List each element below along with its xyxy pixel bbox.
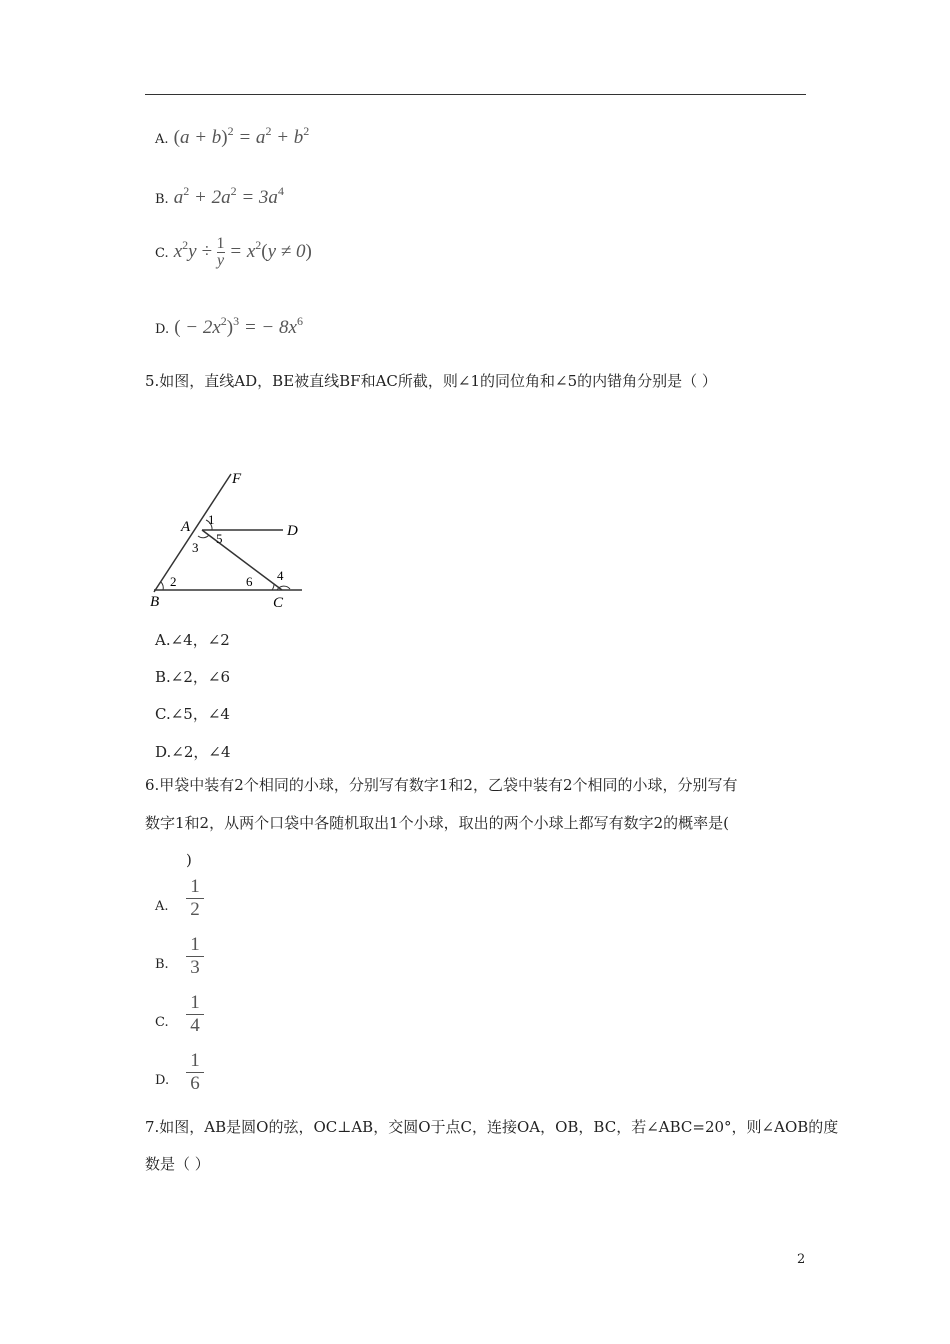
q5-figure — [140, 462, 315, 612]
angle-3-arc — [198, 535, 209, 538]
label-c: C — [273, 595, 284, 611]
header-rule — [145, 94, 806, 95]
q6-option-a-fraction: 1 2 — [186, 877, 204, 920]
q6-option-c-label: C. — [155, 1015, 169, 1030]
angle-6-arc — [272, 584, 274, 590]
line-ac — [202, 530, 282, 590]
label-angle-3: 3 — [192, 540, 199, 555]
q5-option-d: D.∠2，∠4 — [155, 743, 231, 761]
q4-option-b-expr: $a^2 + 2a^2 = 3a^4$ — [173, 184, 284, 208]
q6-line-2: 数字1和2，从两个口袋中各随机取出1个小球，取出的两个小球上都写有数字2的概率是( — [145, 814, 730, 832]
q6-option-d-label: D. — [155, 1073, 170, 1088]
label-angle-6: 6 — [246, 574, 253, 589]
q5-option-c: C.∠5，∠4 — [155, 705, 230, 723]
q6-option-b-label: B. — [155, 957, 169, 972]
q6-option-d-fraction: 1 6 — [186, 1051, 204, 1094]
q6-option-b-fraction: 1 3 — [186, 935, 204, 978]
q6-option-c-fraction: 1 4 — [186, 993, 204, 1036]
label-f: F — [232, 471, 242, 487]
q5-option-b: B.∠2，∠6 — [155, 668, 231, 686]
q4-option-c: C. $x^2y$ ÷ $\frac{1}{y}$ = $x^2(y \ne 0)$ — [155, 235, 312, 269]
q4-option-a: A. $(a + b)^2 = a^2 + b^2$ — [155, 124, 310, 148]
q4-option-b: B. $a^2 + 2a^2 = 3a^4$ — [155, 184, 284, 208]
label-b: B — [150, 594, 160, 610]
label-angle-4: 4 — [277, 568, 284, 583]
label-angle-1: 1 — [208, 512, 215, 527]
label-d: D — [287, 523, 298, 539]
label-a: A — [181, 519, 191, 535]
page-number: 2 — [797, 1252, 806, 1267]
q7-line-2: 数是（ ） — [145, 1155, 210, 1173]
q4-option-a-expr: $(a + b)^2 = a^2 + b^2$ — [173, 124, 310, 148]
q6-line-3: ) — [186, 851, 192, 869]
q6-line-1: 6.甲袋中装有2个相同的小球，分别写有数字1和2，乙袋中装有2个相同的小球，分别写有 — [145, 776, 738, 794]
q4-option-d: D. ( − $2x^2)^3$ = − $8x^6$ — [155, 314, 303, 338]
q4-option-c-expr: $x^2y$ ÷ $\frac{1}{y}$ = $x^2(y \ne 0)$ — [173, 235, 312, 269]
label-angle-5: 5 — [216, 531, 223, 546]
q5-stem: 5.如图，直线AD，BE被直线BF和AC所截，则∠1的同位角和∠5的内错角分别是（ ） — [145, 372, 717, 390]
angle-2-arc — [161, 582, 163, 590]
q5-option-a: A.∠4，∠2 — [155, 631, 230, 649]
q6-option-a-label: A. — [155, 899, 169, 914]
label-angle-2: 2 — [170, 574, 177, 589]
q4-option-d-expr: ( − $2x^2)^3$ = − $8x^6$ — [174, 314, 303, 338]
q7-line-1: 7.如图，AB是圆O的弦，OC⊥AB，交圆O于点C，连接OA，OB，BC，若∠ABC=20°，则∠AOB的度 — [145, 1118, 839, 1136]
